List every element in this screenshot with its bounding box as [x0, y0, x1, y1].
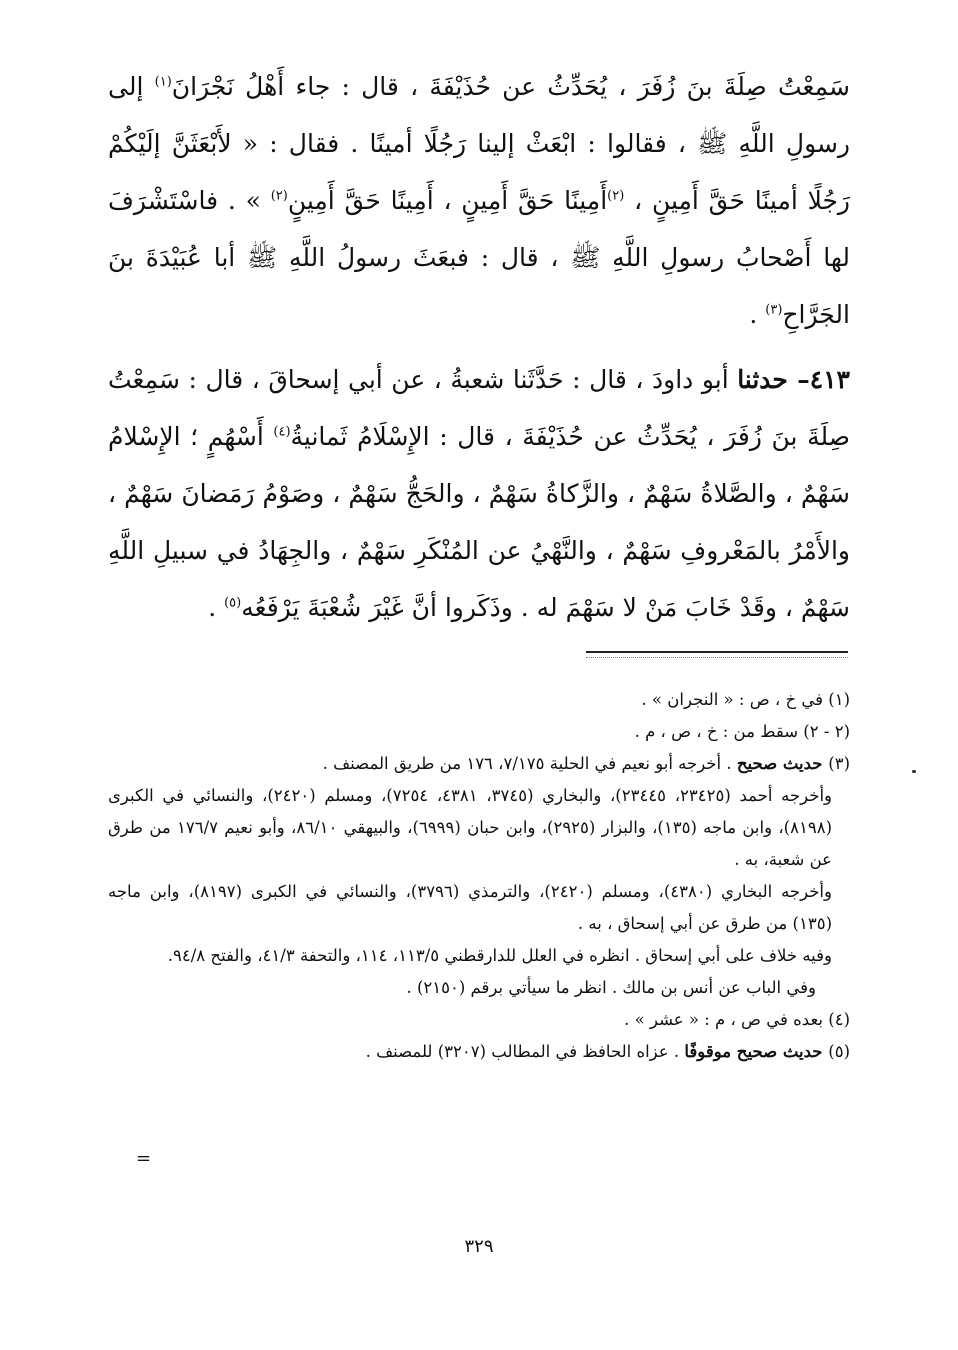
- text-segment: .: [749, 300, 766, 329]
- text-segment: أَمِينًا حَقَّ أَمِينٍ ، أَمِينًا حَقَّ أَمِينٍ: [287, 186, 608, 215]
- text-segment: سَمِعْتُ صِلَةَ بنَ زُفَرَ ، يُحَدِّثُ عن حُذَيْفَةَ ، قال : جاء أَهْلُ نَجْرَانَ: [171, 72, 850, 101]
- footnote-text: وأخرجه أحمد (٢٣٤٢٥، ٢٣٤٤٥)، والبخاري (٣٧٤٥، ٤٣٨١، ٧٢٥٤)، ومسلم (٢٤٢٠)، والنسائي في الكبرى (٨١٩٨)، وابن ماجه (١٣٥)، والبزار (٢٩٢٥)، وابن حبان (٦٩٩٩)، والبيهقي ٨٦/١٠، وأبو نعيم ١٧٦/٧ من طرق عن شعبة، به .: [108, 786, 833, 869]
- footnote-text: . أخرجه أبو نعيم في الحلية ٧/١٧٥، ١٧٦ من طريق المصنف .: [322, 754, 737, 773]
- text-segment: إلى رسولِ اللَّهِ ﷺ ، فقالوا : ابْعَثْ إلينا رَجُلًا أمينًا . فقال : « لأَبْعَثَنَّ إلَيْكُمْ رَجُلًا أمينًا حَقَّ أَمِينٍ ،: [108, 72, 851, 215]
- footnote-2: [108, 716, 850, 748]
- footnote-1: [108, 684, 850, 716]
- margin-dot: [912, 770, 916, 773]
- footnote-4: [108, 1004, 850, 1036]
- footnote-ref-1: (١): [154, 74, 172, 90]
- footnote-3-continuation: [108, 780, 850, 876]
- footnote-grade: حديث صحيح: [736, 754, 829, 773]
- footnote-number: (١): [828, 690, 850, 709]
- footnote-number: (٣): [828, 754, 850, 773]
- footnote-text: بعده في ص ، م : « عشر » .: [624, 1010, 829, 1029]
- footnote-text: سقط من : خ ، ص ، م .: [634, 722, 804, 741]
- footnote-number: (٤): [828, 1010, 850, 1029]
- hadith-dash: –: [787, 365, 810, 394]
- continuation-mark: =: [136, 1148, 152, 1169]
- footnote-3-continuation: [108, 876, 850, 940]
- footnote-ref-3: (٣): [765, 302, 783, 318]
- footnote-grade: حديث صحيح موقوفًا: [684, 1042, 829, 1061]
- paragraph-hadith-412-end: [108, 58, 850, 343]
- footnote-text: وأخرجه البخاري (٤٣٨٠)، ومسلم (٢٤٢٠)، والترمذي (٣٧٩٦)، والنسائي في الكبرى (٨١٩٧)، وابن ماجه (١٣٥) من طرق عن أبي إسحاق ، به .: [108, 882, 832, 933]
- footnote-divider-dotted: [586, 657, 848, 658]
- text-segment: .: [208, 593, 225, 622]
- footnote-3-continuation: [108, 940, 850, 972]
- text-segment: » . فاسْتَشْرَفَ لها أَصْحابُ رسولِ اللَّهِ ﷺ ، قال : فبعَثَ رسولُ اللَّهِ ﷺ أبا عُبَيْدَةَ بنَ الجَرَّاحِ: [108, 186, 850, 329]
- footnote-text: وفي الباب عن أنس بن مالك . انظر ما سيأتي برقم (٢١٥٠) .: [406, 978, 816, 997]
- footnote-number: (٥): [828, 1042, 850, 1061]
- footnote-text: . عزاه الحافظ في المطالب (٣٢٠٧) للمصنف .: [365, 1042, 685, 1061]
- footnote-ref-4: (٤): [273, 424, 291, 440]
- footnote-ref-5: (٥): [224, 595, 242, 611]
- paragraph-hadith-413: [108, 351, 850, 636]
- text-segment: أَسْهُمٍ ؛ الإِسْلامُ سَهْمٌ ، والصَّلاةُ سَهْمٌ ، والزَّكاةُ سَهْمٌ ، والحَجُّ سَهْمٌ ، وصَوْمُ رَمَضانَ سَهْمٌ ، والأَمْرُ بالمَعْروفِ سَهْمٌ ، والنَّهْيُ عن المُنْكَرِ سَهْمٌ ، والجِهَادُ في سبيلِ اللَّهِ سَهْمٌ ، وقَدْ خَابَ مَنْ لا سَهْمَ له . وذَكَروا أنَّ غَيْرَ شُعْبَةَ يَرْفَعُه: [108, 422, 850, 622]
- main-text: [108, 58, 850, 636]
- footnote-number: (٢ - ٢): [803, 722, 850, 741]
- footnote-3: [108, 748, 850, 780]
- footnote-divider: [586, 651, 848, 653]
- footnotes: [108, 684, 850, 1068]
- footnote-ref-2-start: (٢): [607, 188, 625, 204]
- text-segment: أبو داودَ ، قال : حَدَّثَنا شعبةُ ، عن أبي إسحاقَ ، قال : سَمِعْتُ صِلَةَ بنَ زُفَرَ ، يُحَدِّثُ عن حُذَيْفَةَ ، قال : الإِسْلَامُ ثَمانيةُ: [108, 365, 851, 451]
- footnote-text: في خ ، ص : « النجران » .: [641, 690, 829, 709]
- hadith-number: ٤١٣: [809, 365, 850, 394]
- page-number: ٣٢٩: [464, 1236, 494, 1257]
- footnote-text: وفيه خلاف على أبي إسحاق . انظره في العلل للدارقطني ١١٣/٥، ١١٤، والتحفة ٤١/٣، والفتح ٩٤/٨.: [167, 946, 832, 965]
- footnote-3-continuation: [108, 972, 850, 1004]
- footnote-5: [108, 1036, 850, 1068]
- haddathana-word: حدثنا: [737, 365, 788, 394]
- footnote-ref-2-end: (٢): [270, 188, 288, 204]
